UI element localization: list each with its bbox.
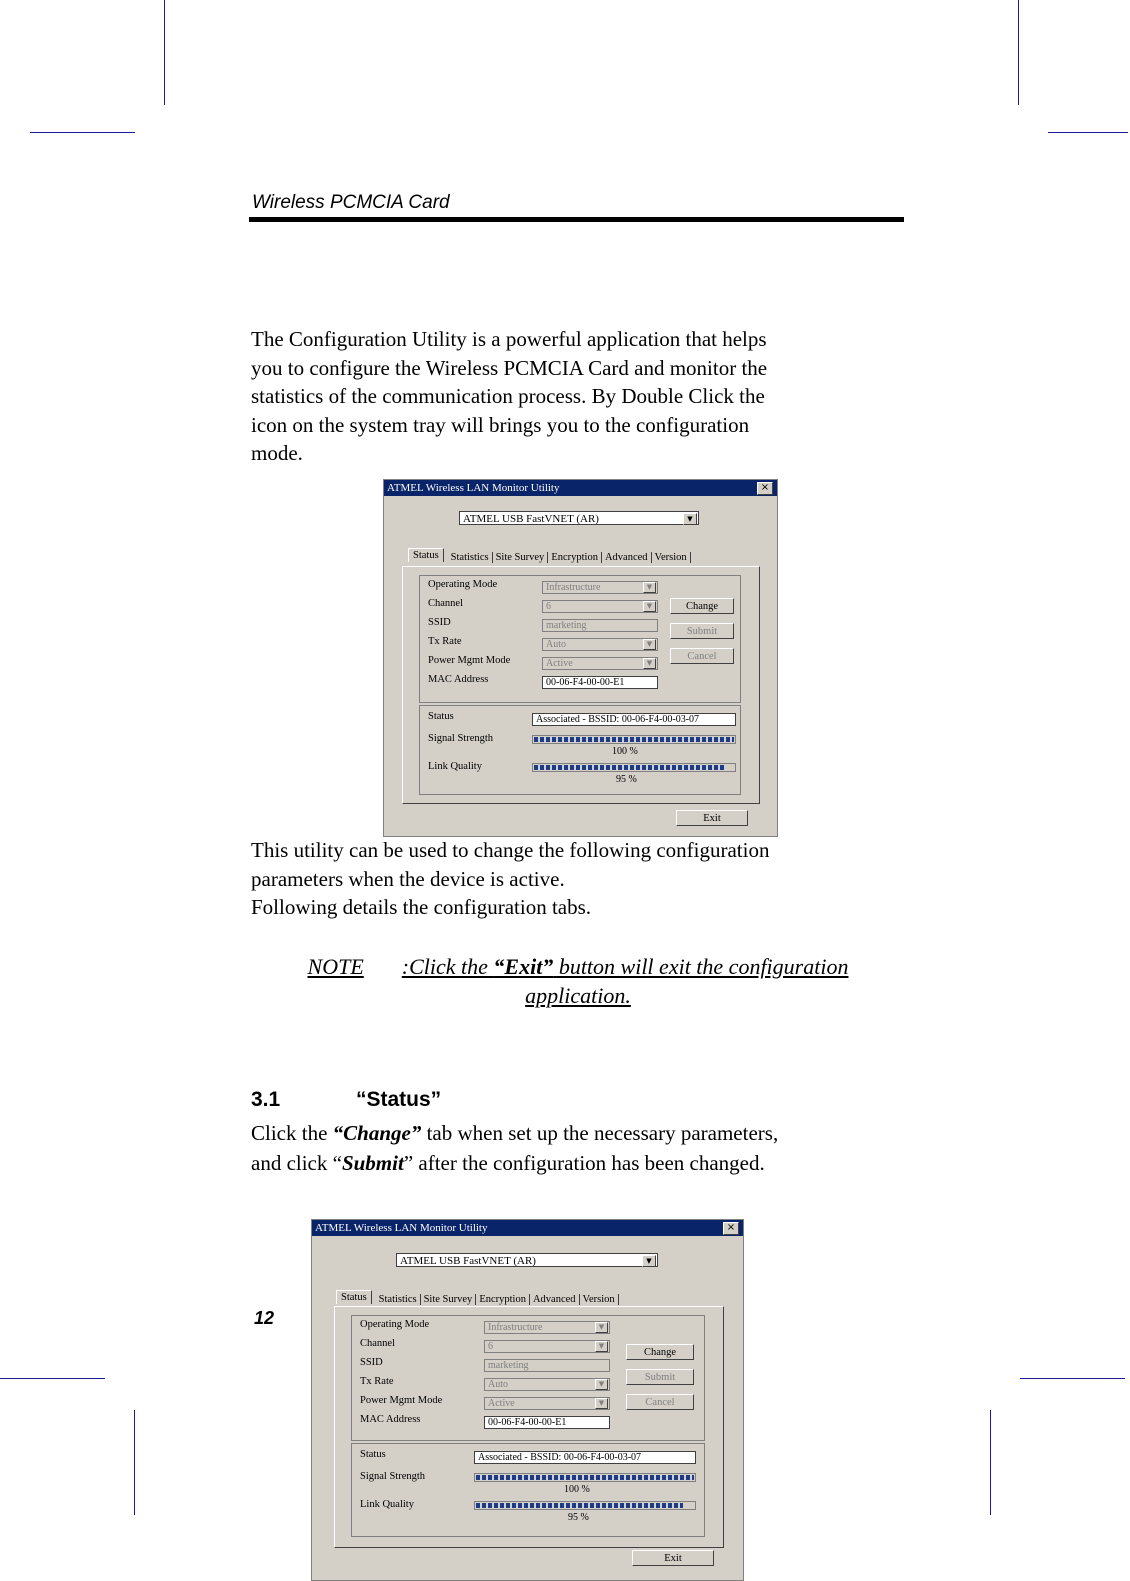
signal-strength-bar	[474, 1473, 696, 1482]
tab-advanced[interactable]: Advanced	[530, 1294, 580, 1305]
intro-paragraph	[251, 325, 767, 468]
header-rule	[249, 217, 904, 222]
tab-version[interactable]: Version	[580, 1294, 619, 1305]
change-button[interactable]: Change	[670, 598, 734, 614]
mac-address-value: 00-06-F4-00-00-E1	[546, 677, 625, 688]
link-status-group	[419, 705, 741, 795]
device-select-value: ATMEL USB FastVNET (AR)	[463, 513, 599, 525]
device-select-value: ATMEL USB FastVNET (AR)	[400, 1255, 536, 1267]
operating-mode-label: Operating Mode	[428, 579, 498, 590]
tab-status[interactable]: Status	[336, 1290, 372, 1304]
config-group	[351, 1315, 705, 1441]
note	[268, 952, 888, 1010]
link-quality-bar	[532, 763, 736, 772]
channel-label: Channel	[360, 1338, 395, 1349]
intro-line: icon on the system tray will brings you to the configuration	[251, 412, 750, 437]
link-quality-fill	[534, 765, 724, 770]
power-mode-value: Active	[488, 1398, 515, 1409]
power-mode-value: Active	[546, 658, 573, 669]
power-mode-select[interactable]	[484, 1397, 610, 1410]
intro-line: you to configure the Wireless PCMCIA Card and monitor the	[251, 355, 768, 380]
page-number: 12	[254, 1308, 275, 1328]
tab-encryption[interactable]: Encryption	[476, 1294, 530, 1305]
tab-statistics[interactable]: Statistics	[448, 552, 493, 563]
section-line	[251, 1148, 778, 1178]
section-paragraph	[251, 1118, 778, 1178]
chevron-down-icon: ▼	[643, 601, 656, 612]
status-label: Status	[428, 711, 454, 722]
text-run: and click “	[251, 1151, 342, 1175]
tab-statistics[interactable]: Statistics	[376, 1294, 421, 1305]
section-title: “Status”	[356, 1088, 442, 1111]
change-emphasis: “Change”	[332, 1121, 422, 1145]
tab-status[interactable]: Status	[408, 548, 444, 562]
window-titlebar	[312, 1220, 743, 1236]
submit-emphasis: Submit	[341, 1151, 404, 1175]
tab-bar	[336, 1292, 619, 1306]
link-quality-label: Link Quality	[428, 761, 482, 772]
mac-address-value: 00-06-F4-00-00-E1	[488, 1417, 567, 1428]
operating-mode-select[interactable]	[484, 1321, 610, 1334]
tab-panel	[402, 566, 760, 804]
channel-value: 6	[546, 601, 551, 612]
cancel-button[interactable]: Cancel	[670, 648, 734, 664]
tab-advanced[interactable]: Advanced	[602, 552, 652, 563]
chevron-down-icon: ▼	[595, 1322, 608, 1333]
tx-rate-label: Tx Rate	[360, 1376, 394, 1387]
device-select[interactable]	[396, 1253, 658, 1267]
device-select[interactable]	[459, 511, 699, 525]
tab-panel	[334, 1306, 724, 1548]
usage-line: parameters when the device is active.	[251, 866, 565, 891]
text-run: tab when set up the necessary parameters,	[421, 1121, 779, 1145]
operating-mode-value: Infrastructure	[488, 1322, 543, 1333]
status-value: Associated - BSSID: 00-06-F4-00-03-07	[536, 714, 700, 725]
status-field	[474, 1451, 696, 1464]
signal-strength-bar	[532, 735, 736, 744]
signal-strength-percent: 100 %	[612, 746, 638, 757]
window-title: ATMEL Wireless LAN Monitor Utility	[387, 482, 560, 494]
ssid-input[interactable]	[542, 619, 658, 632]
submit-button[interactable]: Submit	[670, 623, 734, 639]
crop-mark	[990, 1410, 991, 1515]
crop-mark	[134, 1410, 135, 1515]
exit-button[interactable]: Exit	[632, 1550, 714, 1566]
operating-mode-value: Infrastructure	[546, 582, 601, 593]
config-group	[419, 575, 741, 703]
power-mode-select[interactable]	[542, 657, 658, 670]
tx-rate-select[interactable]	[484, 1378, 610, 1391]
tx-rate-label: Tx Rate	[428, 636, 462, 647]
usage-paragraph	[251, 836, 769, 922]
ssid-input[interactable]	[484, 1359, 610, 1372]
note-line2: application.	[525, 983, 631, 1008]
status-label: Status	[360, 1449, 386, 1460]
exit-button[interactable]: Exit	[676, 810, 748, 826]
section-heading	[251, 1088, 442, 1112]
section-line	[251, 1118, 778, 1148]
chevron-down-icon: ▼	[683, 513, 697, 525]
channel-select[interactable]	[484, 1340, 610, 1353]
note-label: NOTE	[307, 954, 364, 979]
chevron-down-icon: ▼	[595, 1398, 608, 1409]
ssid-value: marketing	[546, 620, 587, 631]
power-mode-label: Power Mgmt Mode	[360, 1395, 443, 1406]
text-run: ” after the configuration has been changed.	[403, 1151, 765, 1175]
running-header: Wireless PCMCIA Card	[252, 192, 450, 213]
chevron-down-icon: ▼	[643, 658, 656, 669]
chevron-down-icon: ▼	[642, 1255, 656, 1267]
link-quality-fill	[476, 1503, 683, 1508]
ssid-value: marketing	[488, 1360, 529, 1371]
utility-window	[383, 479, 778, 837]
tab-version[interactable]: Version	[652, 552, 691, 563]
crop-mark	[0, 1378, 105, 1379]
channel-label: Channel	[428, 598, 463, 609]
crop-mark	[1018, 0, 1019, 105]
power-mode-label: Power Mgmt Mode	[428, 655, 511, 666]
tx-rate-value: Auto	[488, 1379, 508, 1390]
crop-mark	[1020, 1378, 1125, 1379]
tx-rate-select[interactable]	[542, 638, 658, 651]
link-quality-percent: 95 %	[616, 774, 637, 785]
tab-bar	[408, 550, 691, 564]
usage-line: This utility can be used to change the following configuration	[251, 838, 770, 862]
utility-window-status	[311, 1219, 744, 1581]
operating-mode-label: Operating Mode	[360, 1319, 430, 1330]
crop-mark	[30, 132, 135, 133]
chevron-down-icon: ▼	[643, 582, 656, 593]
chevron-down-icon: ▼	[595, 1379, 608, 1390]
close-button[interactable]: ×	[723, 1222, 739, 1235]
channel-select[interactable]	[542, 600, 658, 613]
window-title: ATMEL Wireless LAN Monitor Utility	[315, 1222, 488, 1234]
operating-mode-select[interactable]	[542, 581, 658, 594]
mac-address-label: MAC Address	[428, 674, 489, 685]
mac-address-field	[484, 1416, 610, 1429]
crop-mark	[164, 0, 165, 105]
cancel-button[interactable]: Cancel	[626, 1394, 694, 1410]
submit-button[interactable]: Submit	[626, 1369, 694, 1385]
intro-line: mode.	[251, 441, 303, 465]
tab-site-survey[interactable]: Site Survey	[421, 1294, 477, 1305]
close-button[interactable]: ×	[757, 482, 773, 495]
ssid-label: SSID	[360, 1357, 383, 1368]
link-quality-bar	[474, 1501, 696, 1510]
note-suffix: button will exit the configuration	[553, 954, 849, 979]
status-field	[532, 713, 736, 726]
signal-strength-fill	[476, 1475, 694, 1480]
text-run: Click the	[251, 1121, 333, 1145]
note-exit-emphasis: “Exit”	[493, 954, 554, 979]
change-button[interactable]: Change	[626, 1344, 694, 1360]
signal-strength-label: Signal Strength	[428, 733, 494, 744]
chevron-down-icon: ▼	[595, 1341, 608, 1352]
ssid-label: SSID	[428, 617, 451, 628]
mac-address-label: MAC Address	[360, 1414, 421, 1425]
mac-address-field	[542, 676, 658, 689]
signal-strength-label: Signal Strength	[360, 1471, 426, 1482]
link-quality-label: Link Quality	[360, 1499, 414, 1510]
section-number: 3.1	[251, 1088, 281, 1111]
intro-line: statistics of the communication process. By Double Click the	[251, 384, 765, 408]
status-value: Associated - BSSID: 00-06-F4-00-03-07	[478, 1452, 642, 1463]
window-titlebar	[384, 480, 777, 496]
intro-line: The Configuration Utility is a powerful application that helps	[251, 327, 767, 351]
crop-mark	[1048, 132, 1128, 133]
signal-strength-fill	[534, 737, 734, 742]
channel-value: 6	[488, 1341, 493, 1352]
signal-strength-percent: 100 %	[564, 1484, 590, 1495]
usage-line: Following details the configuration tabs.	[251, 895, 592, 919]
chevron-down-icon: ▼	[643, 639, 656, 650]
link-quality-percent: 95 %	[568, 1512, 589, 1523]
tab-site-survey[interactable]: Site Survey	[493, 552, 549, 563]
link-status-group	[351, 1443, 705, 1537]
tab-encryption[interactable]: Encryption	[548, 552, 602, 563]
tx-rate-value: Auto	[546, 639, 566, 650]
note-prefix: :Click the	[401, 954, 494, 979]
